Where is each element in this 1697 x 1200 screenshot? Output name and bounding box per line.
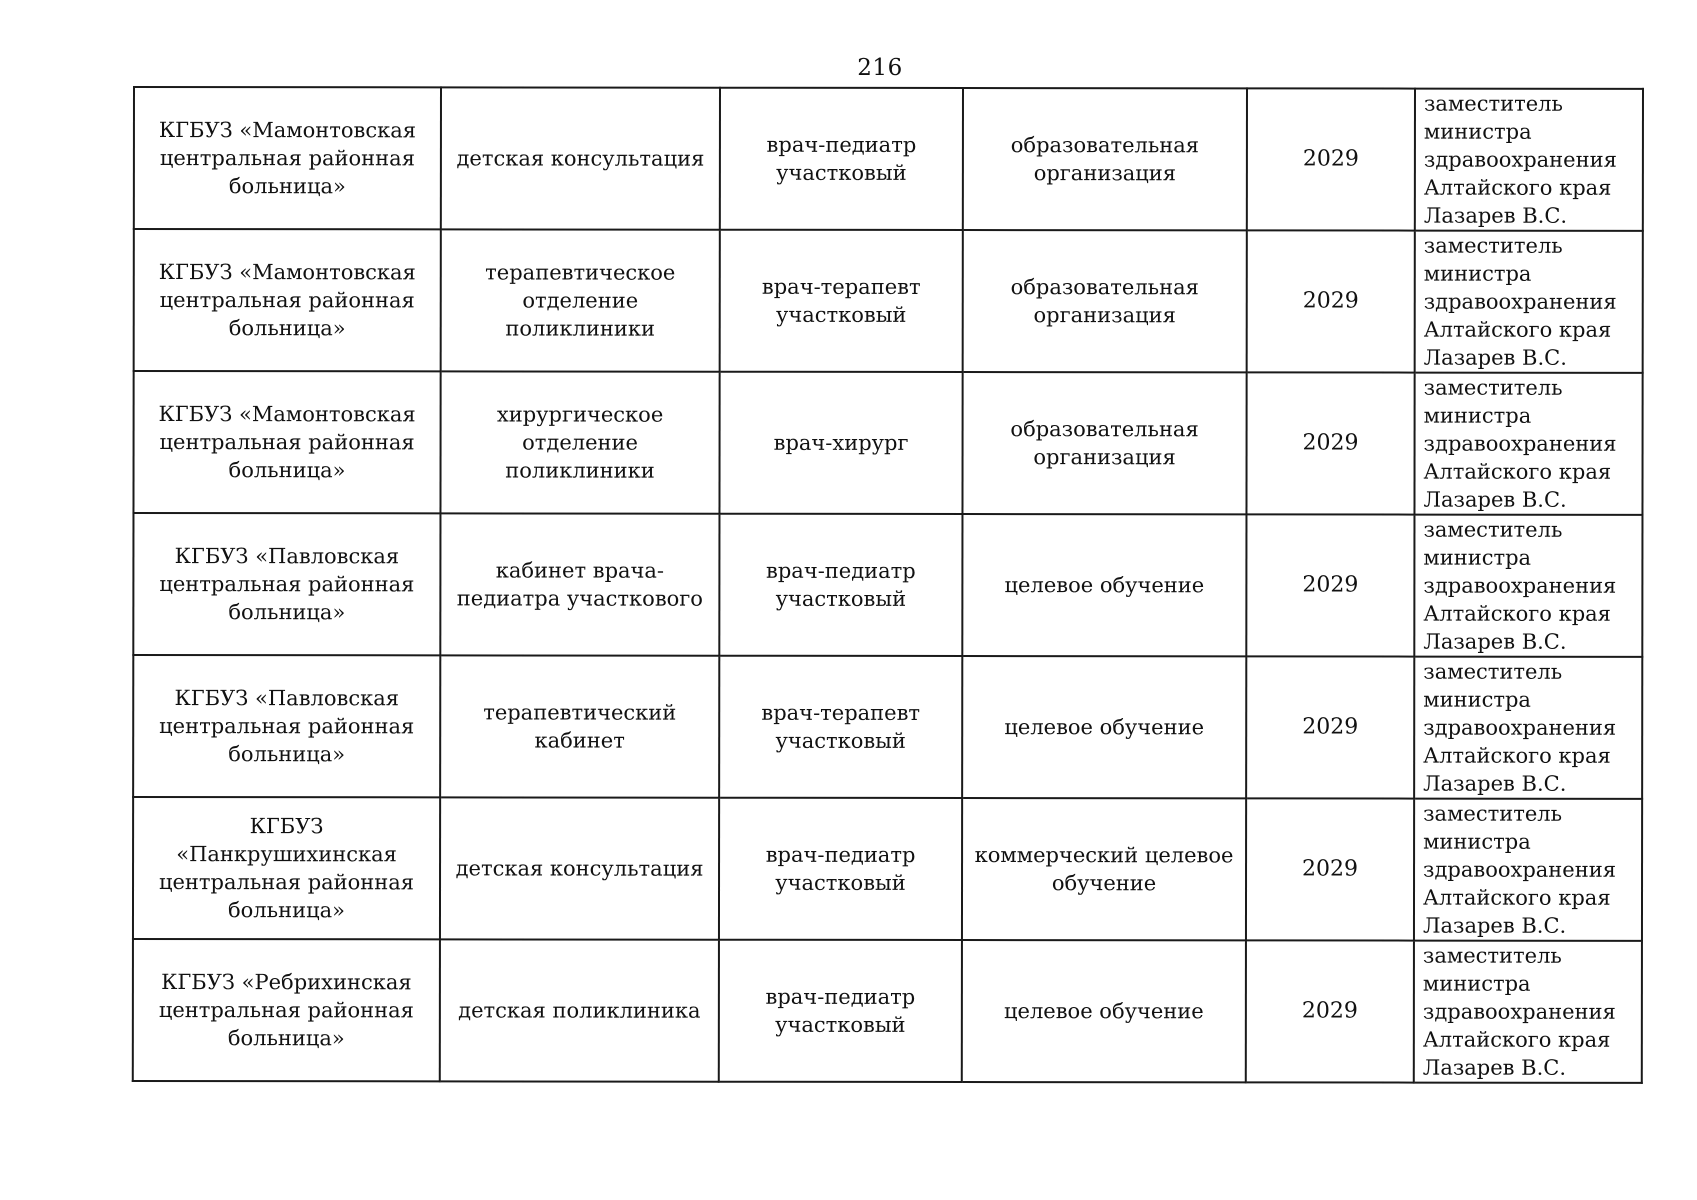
position-cell: врач-педиатр участковый: [719, 798, 962, 940]
department-cell: терапевтическое отделение поликлиники: [441, 229, 720, 371]
source-cell: коммерческий целевое обучение: [962, 798, 1246, 940]
table-row: [133, 371, 1642, 515]
institution-cell: КГБУЗ «Ребрихинская центральная районная больница»: [133, 939, 440, 1081]
year-cell: 2029: [1246, 656, 1414, 798]
table-row: [134, 87, 1643, 231]
responsible-cell: заместитель министра здравоохранения Алтайского края Лазарев В.С.: [1414, 799, 1642, 941]
staffing-table: [132, 86, 1644, 1084]
year-cell: 2029: [1247, 230, 1415, 372]
table-row: [133, 513, 1642, 657]
position-cell: врач-педиатр участковый: [719, 514, 962, 656]
institution-cell: КГБУЗ «Павловская центральная районная больница»: [133, 513, 440, 655]
position-cell: врач-педиатр участковый: [719, 940, 962, 1082]
responsible-cell: заместитель министра здравоохранения Алтайского края Лазарев В.С.: [1414, 941, 1642, 1083]
department-cell: хирургическое отделение поликлиники: [440, 371, 719, 513]
table-body: [133, 87, 1643, 1083]
source-cell: целевое обучение: [962, 656, 1246, 798]
source-cell: образовательная организация: [963, 230, 1247, 372]
institution-cell: КГБУЗ «Панкрушихинская центральная районная больница»: [133, 797, 440, 939]
page-number: 216: [857, 55, 903, 81]
position-cell: врач-терапевт участковый: [719, 656, 962, 798]
source-cell: образовательная организация: [963, 88, 1247, 230]
department-cell: терапевтический кабинет: [440, 655, 719, 797]
position-cell: врач-педиатр участковый: [720, 88, 963, 230]
table-row: [134, 229, 1643, 373]
department-cell: детская консультация: [440, 797, 719, 939]
responsible-cell: заместитель министра здравоохранения Алтайского края Лазарев В.С.: [1414, 515, 1642, 657]
source-cell: целевое обучение: [962, 514, 1246, 656]
institution-cell: КГБУЗ «Мамонтовская центральная районная больница»: [133, 371, 440, 513]
responsible-cell: заместитель министра здравоохранения Алтайского края Лазарев В.С.: [1415, 231, 1643, 373]
table-row: [133, 797, 1642, 941]
institution-cell: КГБУЗ «Мамонтовская центральная районная больница»: [134, 229, 441, 371]
source-cell: образовательная организация: [962, 372, 1246, 514]
institution-cell: КГБУЗ «Павловская центральная районная больница»: [133, 655, 440, 797]
responsible-cell: заместитель министра здравоохранения Алтайского края Лазарев В.С.: [1414, 373, 1642, 515]
responsible-cell: заместитель министра здравоохранения Алтайского края Лазарев В.С.: [1414, 657, 1642, 799]
year-cell: 2029: [1246, 514, 1414, 656]
position-cell: врач-терапевт участковый: [720, 230, 963, 372]
source-cell: целевое обучение: [962, 940, 1246, 1082]
year-cell: 2029: [1247, 88, 1415, 230]
department-cell: детская консультация: [441, 87, 720, 229]
department-cell: детская поликлиника: [440, 939, 719, 1081]
year-cell: 2029: [1246, 372, 1414, 514]
year-cell: 2029: [1246, 798, 1414, 940]
table-row: [133, 939, 1642, 1083]
table-row: [133, 655, 1642, 799]
institution-cell: КГБУЗ «Мамонтовская центральная районная больница»: [134, 87, 441, 229]
position-cell: врач-хирург: [719, 372, 962, 514]
department-cell: кабинет врача-педиатра участкового: [440, 513, 719, 655]
responsible-cell: заместитель министра здравоохранения Алтайского края Лазарев В.С.: [1415, 89, 1643, 231]
year-cell: 2029: [1246, 940, 1414, 1082]
